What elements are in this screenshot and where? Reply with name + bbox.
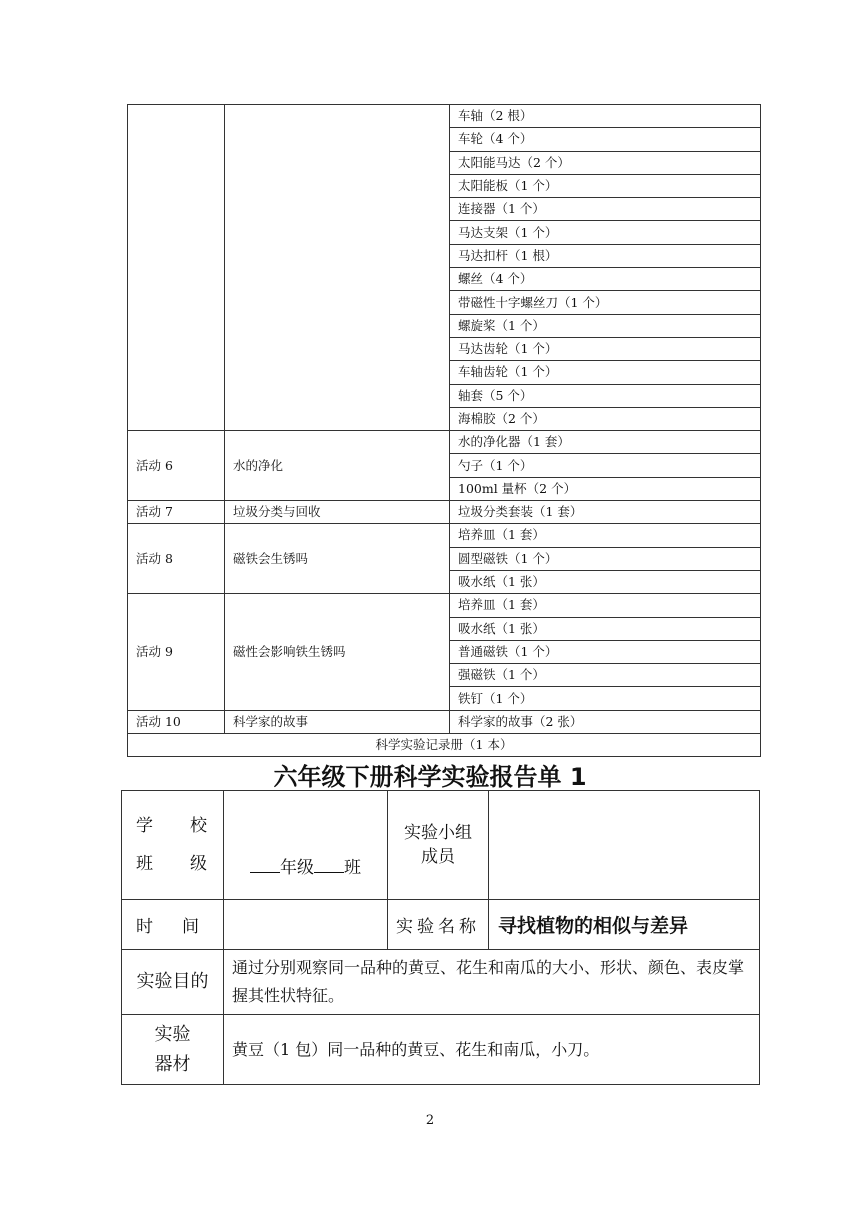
activity-cell: 活动 9 (128, 594, 225, 710)
group-members-field[interactable] (489, 791, 760, 900)
equipment-item: 车轮（4 个） (450, 128, 761, 151)
equipment-item: 铁钉（1 个） (450, 687, 761, 710)
experiment-name: 寻找植物的相似与差异 (489, 900, 760, 950)
equipment-item: 太阳能马达（2 个） (450, 151, 761, 174)
activity-name-cell: 水的净化 (225, 431, 450, 501)
class-blank[interactable] (314, 854, 344, 873)
purpose-label: 实验目的 (122, 950, 224, 1015)
materials-label: 实验 器材 (122, 1015, 224, 1085)
equipment-item: 培养皿（1 套） (450, 594, 761, 617)
activity-name-cell (225, 105, 450, 431)
equipment-row (128, 431, 761, 454)
equipment-item: 水的净化器（1 套） (450, 431, 761, 454)
report-title: 六年级下册科学实验报告单 1 (273, 763, 587, 791)
equipment-item: 强磁铁（1 个） (450, 664, 761, 687)
equipment-item: 螺丝（4 个） (450, 268, 761, 291)
activity-name-cell: 磁性会影响铁生锈吗 (225, 594, 450, 710)
equipment-item: 圆型磁铁（1 个） (450, 547, 761, 570)
equipment-item: 培养皿（1 套） (450, 524, 761, 547)
equipment-item: 带磁性十字螺丝刀（1 个） (450, 291, 761, 314)
activity-name-cell: 垃圾分类与回收 (225, 501, 450, 524)
equipment-item: 海棉胶（2 个） (450, 407, 761, 430)
equipment-item: 太阳能板（1 个） (450, 174, 761, 197)
activity-cell (128, 105, 225, 431)
activity-cell: 活动 6 (128, 431, 225, 501)
school-class-label-cell (122, 791, 224, 900)
equipment-item: 普通磁铁（1 个） (450, 640, 761, 663)
equipment-table (127, 104, 761, 757)
equipment-item: 马达齿轮（1 个） (450, 337, 761, 360)
equipment-item: 100ml 量杯（2 个） (450, 477, 761, 500)
activity-cell: 活动 8 (128, 524, 225, 594)
school-label: 学 校 (136, 816, 207, 836)
equipment-item: 马达支架（1 个） (450, 221, 761, 244)
equipment-footer: 科学实验记录册（1 本） (128, 734, 761, 757)
activity-name-cell: 科学家的故事 (225, 710, 450, 733)
experiment-name-label: 实验名称 (388, 900, 489, 950)
equipment-item: 科学家的故事（2 张） (450, 710, 761, 733)
equipment-item: 勺子（1 个） (450, 454, 761, 477)
equipment-row (128, 105, 761, 128)
equipment-item: 吸水纸（1 张） (450, 617, 761, 640)
equipment-item: 吸水纸（1 张） (450, 570, 761, 593)
equipment-row (128, 710, 761, 733)
activity-name-cell: 磁铁会生锈吗 (225, 524, 450, 594)
equipment-item: 马达扣杆（1 根） (450, 244, 761, 267)
purpose-text: 通过分别观察同一品种的黄豆、花生和南瓜的大小、形状、颜色、表皮掌握其性状特征。 (224, 950, 760, 1015)
equipment-footer-row (128, 734, 761, 757)
time-field[interactable] (224, 900, 388, 950)
time-label: 时 间 (122, 900, 224, 950)
grade-blank[interactable] (250, 854, 280, 873)
materials-text: 黄豆（1 包）同一品种的黄豆、花生和南瓜，小刀。 (224, 1015, 760, 1085)
equipment-item: 螺旋桨（1 个） (450, 314, 761, 337)
grade-class-field[interactable]: 年级 班 (224, 791, 388, 900)
equipment-row (128, 524, 761, 547)
equipment-item: 垃圾分类套装（1 套） (450, 501, 761, 524)
activity-cell: 活动 7 (128, 501, 225, 524)
equipment-item: 轴套（5 个） (450, 384, 761, 407)
equipment-item: 车轴（2 根） (450, 105, 761, 128)
equipment-row (128, 501, 761, 524)
equipment-item: 车轴齿轮（1 个） (450, 361, 761, 384)
group-members-label: 实验小组 成员 (388, 791, 489, 900)
equipment-row (128, 594, 761, 617)
activity-cell: 活动 10 (128, 710, 225, 733)
page-number: 2 (425, 1113, 435, 1128)
equipment-item: 连接器（1 个） (450, 198, 761, 221)
report-table (121, 790, 760, 1085)
class-label: 班 级 (136, 854, 207, 874)
